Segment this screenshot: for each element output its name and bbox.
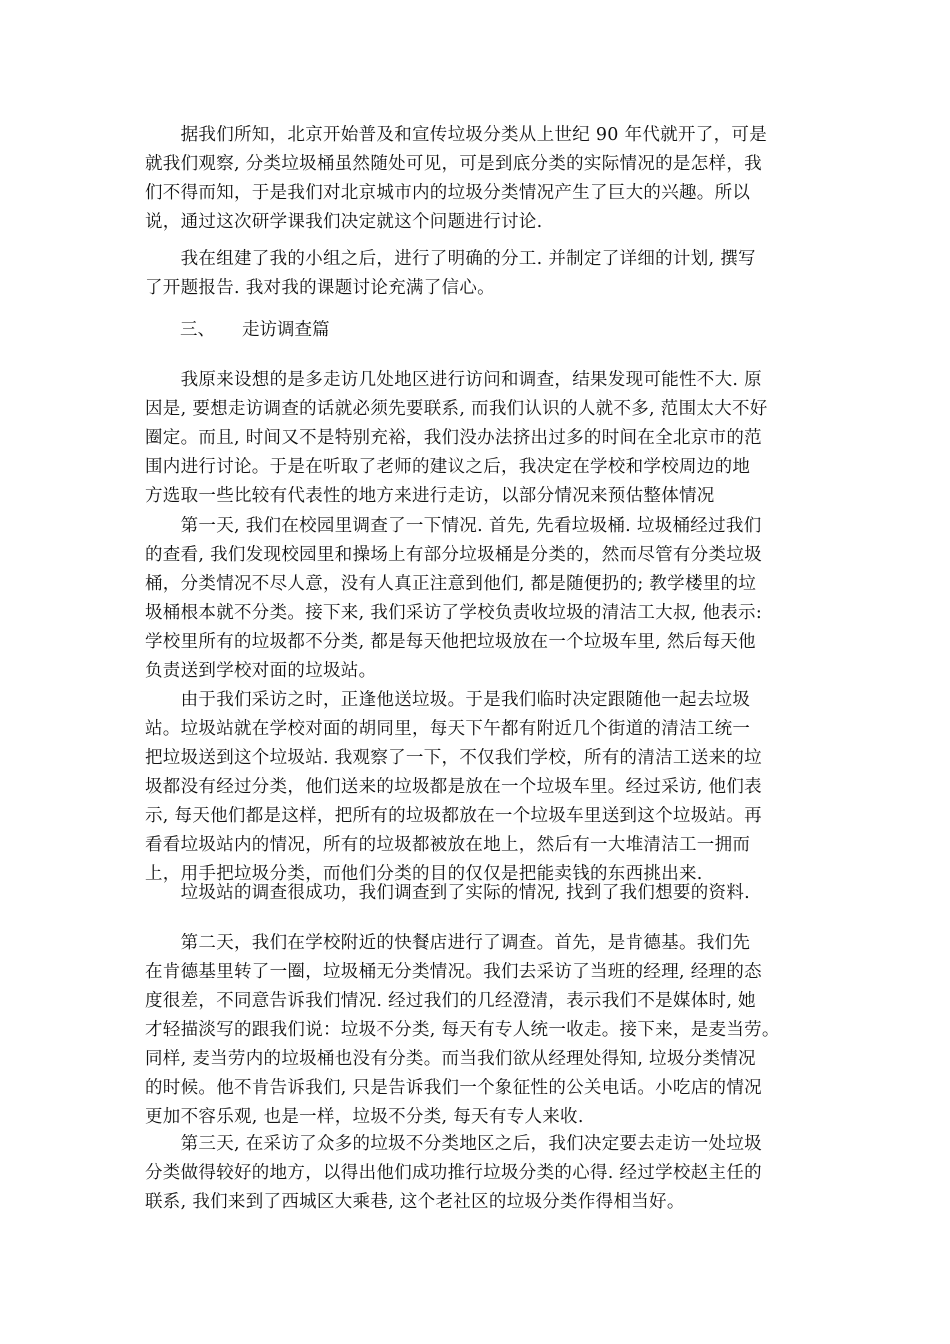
- section-title: 走访调查篇: [242, 320, 330, 340]
- text-line: 围内进行讨论。于是在听取了老师的建议之后，我决定在学校和学校周边的地: [145, 457, 751, 477]
- text-line: 桶，分类情况不尽人意，没有人真正注意到他们, 都是随便扔的; 教学楼里的垃: [145, 574, 757, 594]
- text-line: 我原来设想的是多走访几处地区进行访问和调查，结果发现可能性不大. 原: [145, 370, 762, 390]
- text-line: 上，用手把垃圾分类，而他们分类的目的仅仅是把能卖钱的东西挑出来.: [145, 864, 703, 884]
- text-line: 我在组建了我的小组之后，进行了明确的分工. 并制定了详细的计划, 撰写: [145, 249, 756, 269]
- text-line: 第二天，我们在学校附近的快餐店进行了调查。首先，是肯德基。我们先: [145, 933, 751, 953]
- paragraph: [145, 929, 810, 1132]
- paragraph: [145, 1130, 810, 1217]
- text-line: 负责送到学校对面的垃圾站。: [145, 661, 377, 681]
- text-line: 才轻描淡写的跟我们说：垃圾不分类, 每天有专人统一收走。接下来，是麦当劳。: [145, 1020, 780, 1040]
- text-line: 第三天, 在采访了众多的垃圾不分类地区之后，我们决定要去走访一处垃圾: [145, 1134, 762, 1154]
- paragraph: [145, 879, 810, 908]
- text-line: 同样, 麦当劳内的垃圾桶也没有分类。而当我们欲从经理处得知, 垃圾分类情况: [145, 1049, 756, 1069]
- text-line: 的查看, 我们发现校园里和操场上有部分垃圾桶是分类的，然而尽管有分类垃圾: [145, 545, 762, 565]
- text-line: 在肯德基里转了一圈，垃圾桶无分类情况。我们去采访了当班的经理, 经理的态: [145, 962, 762, 982]
- text-line: 看看垃圾站内的情况，所有的垃圾都被放在地上，然后有一大堆清洁工一拥而: [145, 835, 751, 855]
- text-line: 由于我们采访之时，正逢他送垃圾。于是我们临时决定跟随他一起去垃圾: [145, 690, 751, 710]
- text-line: 第一天, 我们在校园里调查了一下情况. 首先, 先看垃圾桶. 垃圾桶经过我们: [145, 516, 762, 536]
- text-line: 就我们观察, 分类垃圾桶虽然随处可见，可是到底分类的实际情况的是怎样，我: [145, 154, 762, 174]
- paragraph: [145, 512, 810, 686]
- text-line: 圈定。而且, 时间又不是特别充裕，我们没办法挤出过多的时间在全北京市的范: [145, 428, 762, 448]
- text-line: 的时候。他不肯告诉我们, 只是告诉我们一个象征性的公关电话。小吃店的情况: [145, 1078, 762, 1098]
- text-line: 因是, 要想走访调查的话就必须先要联系, 而我们认识的人就不多, 范围太大不好: [145, 399, 768, 419]
- text-line: 圾都没有经过分类，他们送来的垃圾都是放在一个垃圾车里。经过采访, 他们表: [145, 777, 762, 797]
- text-line: 们不得而知，于是我们对北京城市内的垃圾分类情况产生了巨大的兴趣。所以: [145, 183, 751, 203]
- text-line: 学校里所有的垃圾都不分类, 都是每天他把垃圾放在一个垃圾车里, 然后每天他: [145, 632, 756, 652]
- paragraph: [145, 686, 810, 889]
- text-line: 站。垃圾站就在学校对面的胡同里，每天下午都有附近几个街道的清洁工统一: [145, 719, 751, 739]
- section-number: 三、: [180, 320, 215, 340]
- text-line: 据我们所知，北京开始普及和宣传垃圾分类从上世纪 90 年代就开了，可是: [145, 125, 767, 145]
- text-line: 垃圾站的调查很成功，我们调查到了实际的情况, 找到了我们想要的资料.: [145, 883, 750, 903]
- paragraph: [145, 121, 810, 237]
- paragraph: [145, 245, 810, 303]
- text-line: 圾桶根本就不分类。接下来, 我们采访了学校负责收垃圾的清洁工大叔, 他表示:: [145, 603, 763, 623]
- text-line: 更加不容乐观, 也是一样，垃圾不分类, 每天有专人来收.: [145, 1107, 584, 1127]
- text-line: 了开题报告. 我对我的课题讨论充满了信心。: [145, 278, 495, 298]
- text-line: 方选取一些比较有代表性的地方来进行走访，以部分情况来预估整体情况: [145, 486, 715, 506]
- text-line: 度很差，不同意告诉我们情况. 经过我们的几经澄清，表示我们不是媒体时, 她: [145, 991, 756, 1011]
- text-line: 说，通过这次研学课我们决定就这个问题进行讨论.: [145, 212, 543, 232]
- text-line: 联系, 我们来到了西城区大乘巷, 这个老社区的垃圾分类作得相当好。: [145, 1192, 685, 1212]
- text-line: 把垃圾送到这个垃圾站. 我观察了一下，不仅我们学校，所有的清洁工送来的垃: [145, 748, 762, 768]
- text-line: 示, 每天他们都是这样，把所有的垃圾都放在一个垃圾车里送到这个垃圾站。再: [145, 806, 762, 826]
- section-heading: [180, 316, 330, 345]
- paragraph: [145, 366, 810, 511]
- text-line: 分类做得较好的地方，以得出他们成功推行垃圾分类的心得. 经过学校赵主任的: [145, 1163, 762, 1183]
